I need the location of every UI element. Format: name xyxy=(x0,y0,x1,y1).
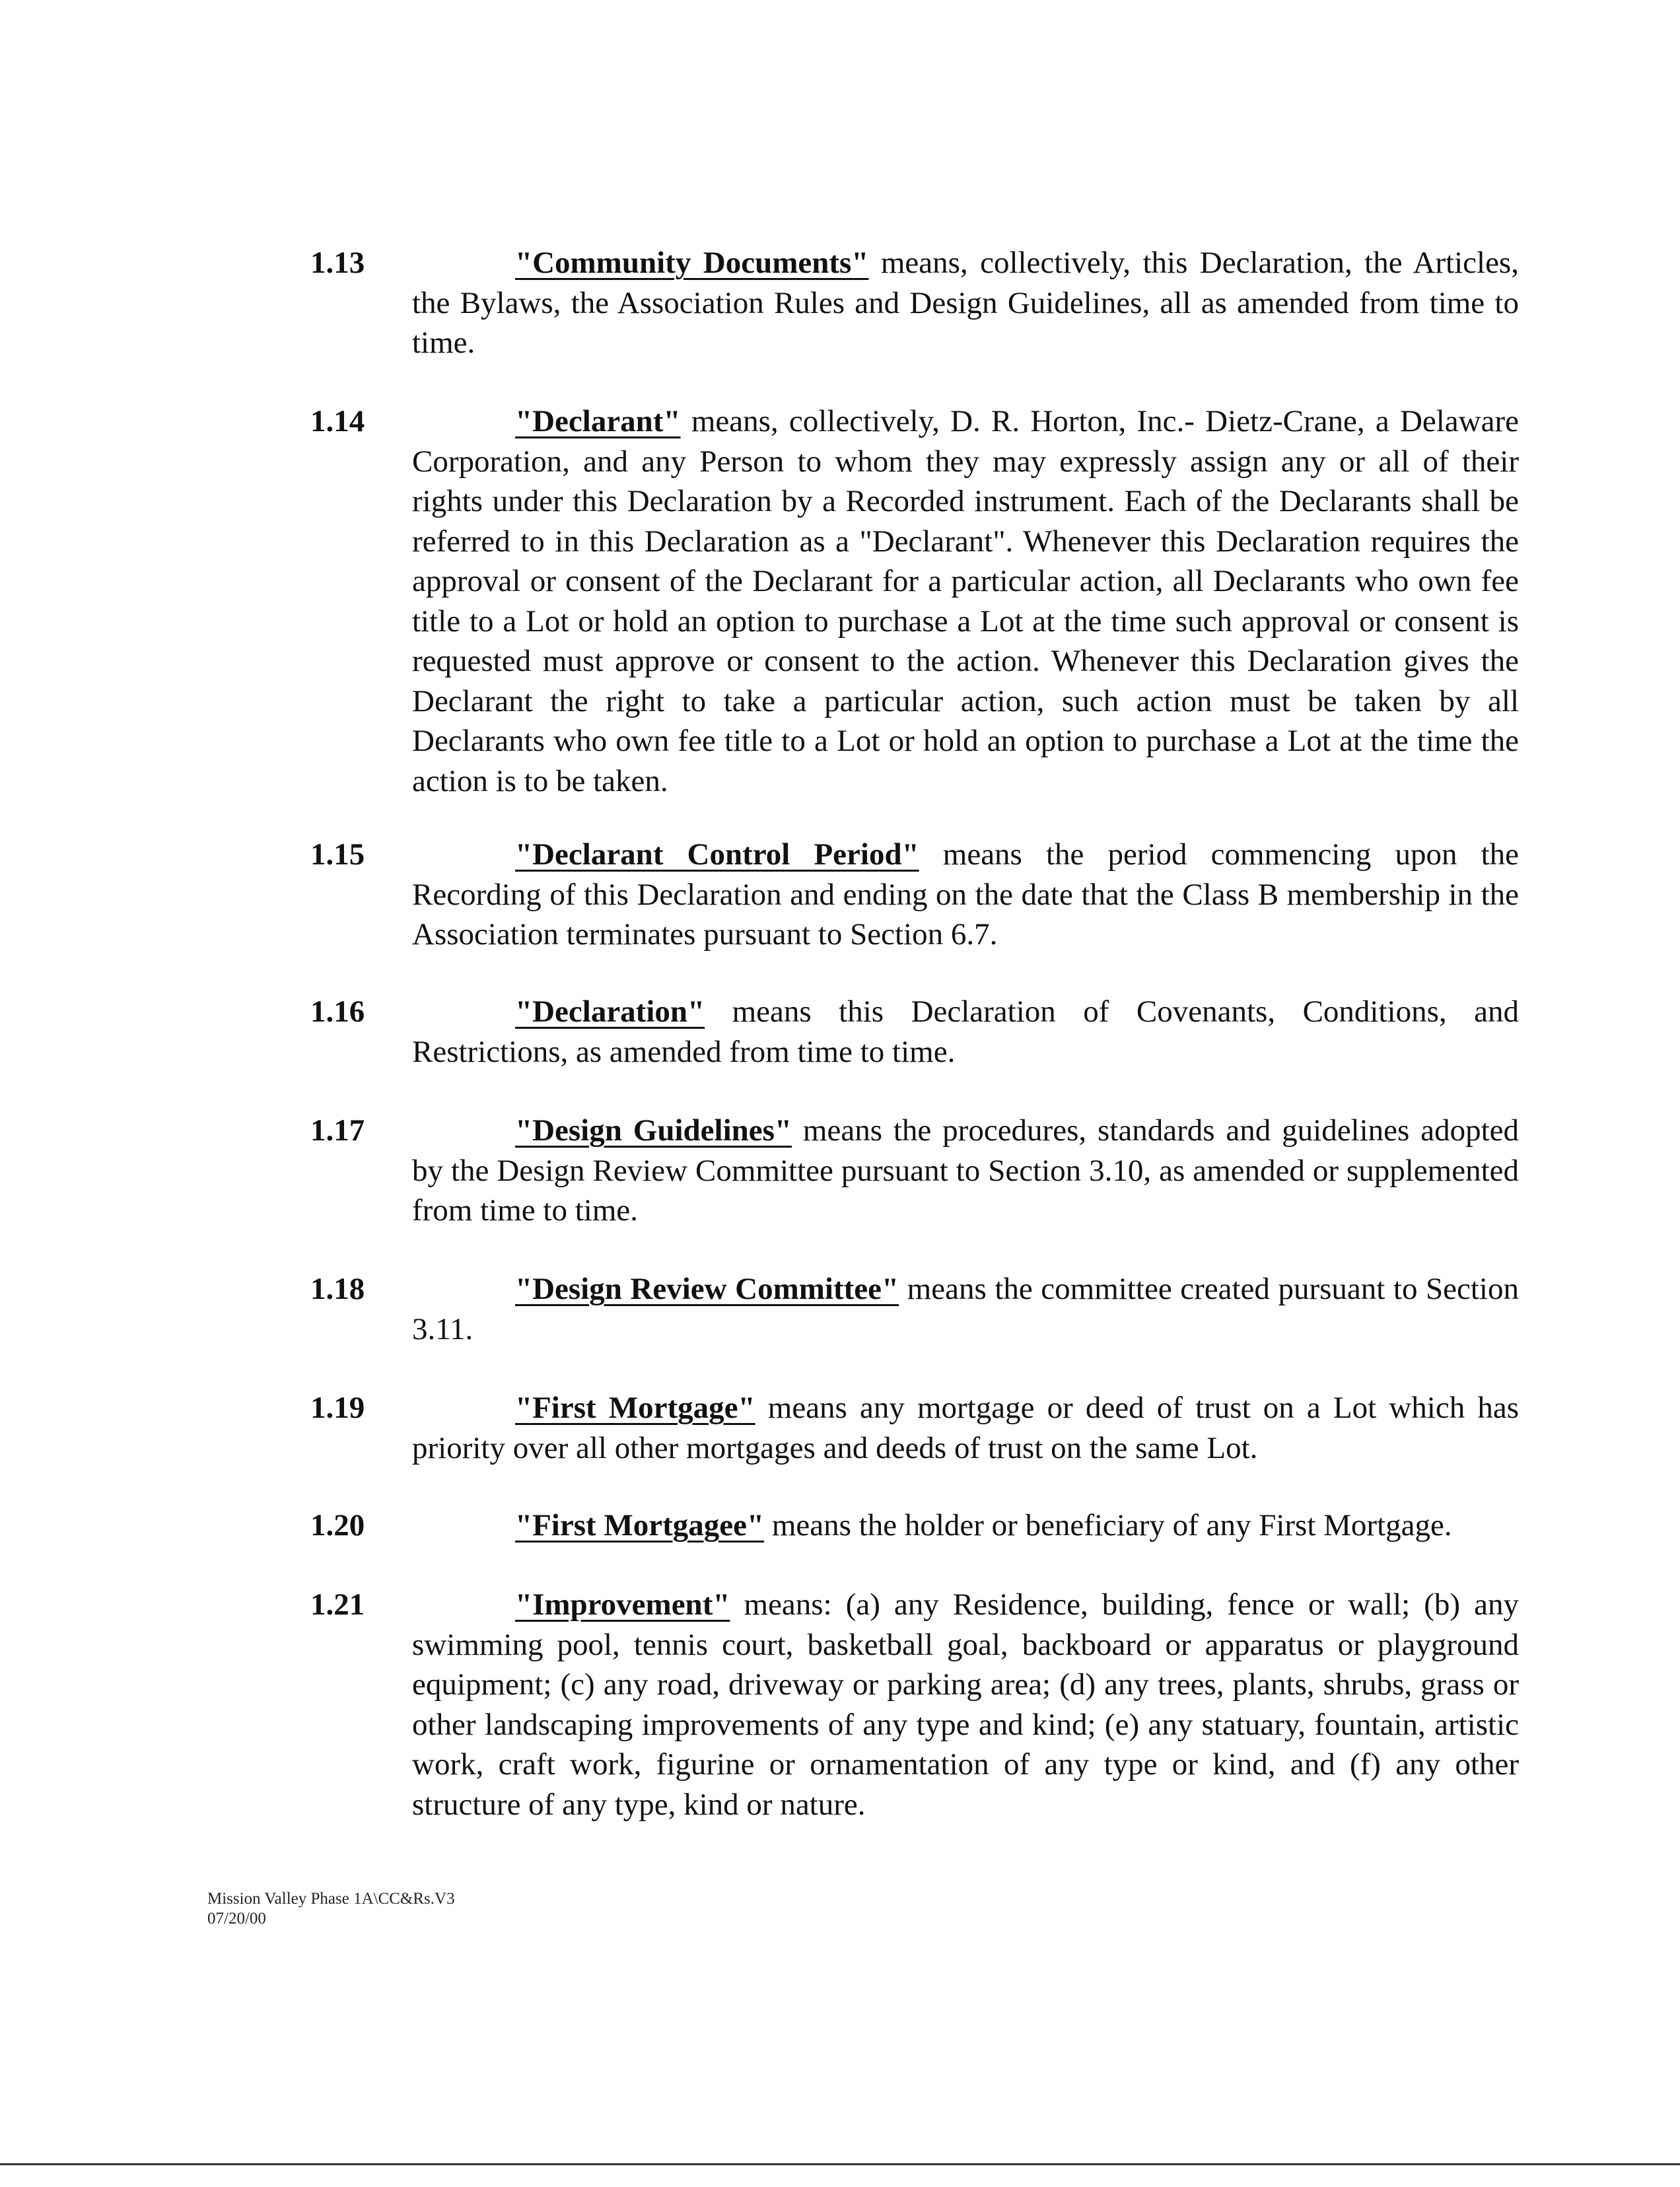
section-body xyxy=(412,1388,1519,1468)
defined-term: "Design Review Committee" xyxy=(515,1272,899,1306)
definition-text: means any mortgage or deed of trust on a Lot which has priority over all other mortgages and deeds of trust on the same Lot. xyxy=(412,1391,1519,1465)
definition-text: means the committee created pursuant to Section 3.11. xyxy=(412,1272,1519,1346)
section-body xyxy=(412,243,1519,363)
defined-term: "Declaration" xyxy=(515,994,705,1029)
section-number: 1.15 xyxy=(310,837,365,872)
section-body xyxy=(412,1506,1519,1546)
defined-term: "Improvement" xyxy=(515,1587,730,1622)
section-number: 1.14 xyxy=(310,404,365,438)
section-number: 1.18 xyxy=(310,1272,365,1306)
section-number: 1.13 xyxy=(310,246,365,280)
defined-term: "Community Documents" xyxy=(515,246,869,280)
section-number: 1.19 xyxy=(310,1391,365,1425)
footer-date: 07/20/00 xyxy=(207,1910,266,1927)
footer-file-path: Mission Valley Phase 1A\CC&Rs.V3 xyxy=(207,1890,455,1908)
section-body xyxy=(412,992,1519,1072)
definition-text: means the period commencing upon the Recording of this Declaration and ending on the date that the Class B membership in the Association terminates pursuant to Section 6.7. xyxy=(412,837,1519,952)
definition-text: means, collectively, D. R. Horton, Inc.- Dietz-Crane, a Delaware Corporation, and any Person to whom they may expressly assign any or all of their rights under this Declaration by a Recorded instrument. Each of the Declarants shall be referred to in this Declaration as a "Declarant". Whenever this Declaration requires the approval or consent of the Declarant for a particular action, all Declarants who own fee title to a Lot or hold an option to purchase a Lot at the time such approval or consent is requested must approve or consent to the action. Whenever this Declaration gives the Declarant the right to take a particular action, such action must be taken by all Declarants who own fee title to a Lot or hold an option to purchase a Lot at the time the action is to be taken. xyxy=(412,404,1519,798)
defined-term: "Declarant" xyxy=(515,404,681,438)
defined-term: "First Mortgagee" xyxy=(515,1508,765,1543)
page-footer xyxy=(207,1889,455,1929)
section-body xyxy=(412,1585,1519,1824)
section-body xyxy=(412,1111,1519,1231)
defined-term: "First Mortgage" xyxy=(515,1391,755,1425)
definition-text: means, collectively, this Declaration, the Articles, the Bylaws, the Association Rules and Design Guidelines, all as amended from time to time. xyxy=(412,246,1519,360)
section-number: 1.21 xyxy=(310,1587,365,1622)
definition-text: means the procedures, standards and guidelines adopted by the Design Review Committee pursuant to Section 3.10, as amended or supplemented from time to time. xyxy=(412,1113,1519,1228)
definition-text: means: (a) any Residence, building, fence or wall; (b) any swimming pool, tennis court, basketball goal, backboard or apparatus or playground equipment; (c) any road, driveway or parking area; (d) any trees, plants, shrubs, grass or other landscaping improvements of any type and kind; (e) any statuary, fountain, artistic work, craft work, figurine or ornamentation of any type or kind, and (f) any other structure of any type, kind or nature. xyxy=(412,1587,1519,1822)
section-number: 1.16 xyxy=(310,994,365,1029)
defined-term: "Design Guidelines" xyxy=(515,1113,792,1148)
section-number: 1.17 xyxy=(310,1113,365,1148)
section-number: 1.20 xyxy=(310,1508,365,1543)
defined-term: "Declarant Control Period" xyxy=(515,837,919,872)
section-body xyxy=(412,835,1519,955)
definition-text: means the holder or beneficiary of any First Mortgage. xyxy=(764,1508,1452,1543)
bottom-rule-divider xyxy=(0,2163,1680,2165)
definition-text: means this Declaration of Covenants, Conditions, and Restrictions, as amended from time to time. xyxy=(412,994,1519,1069)
section-body xyxy=(412,1269,1519,1349)
section-body xyxy=(412,401,1519,801)
